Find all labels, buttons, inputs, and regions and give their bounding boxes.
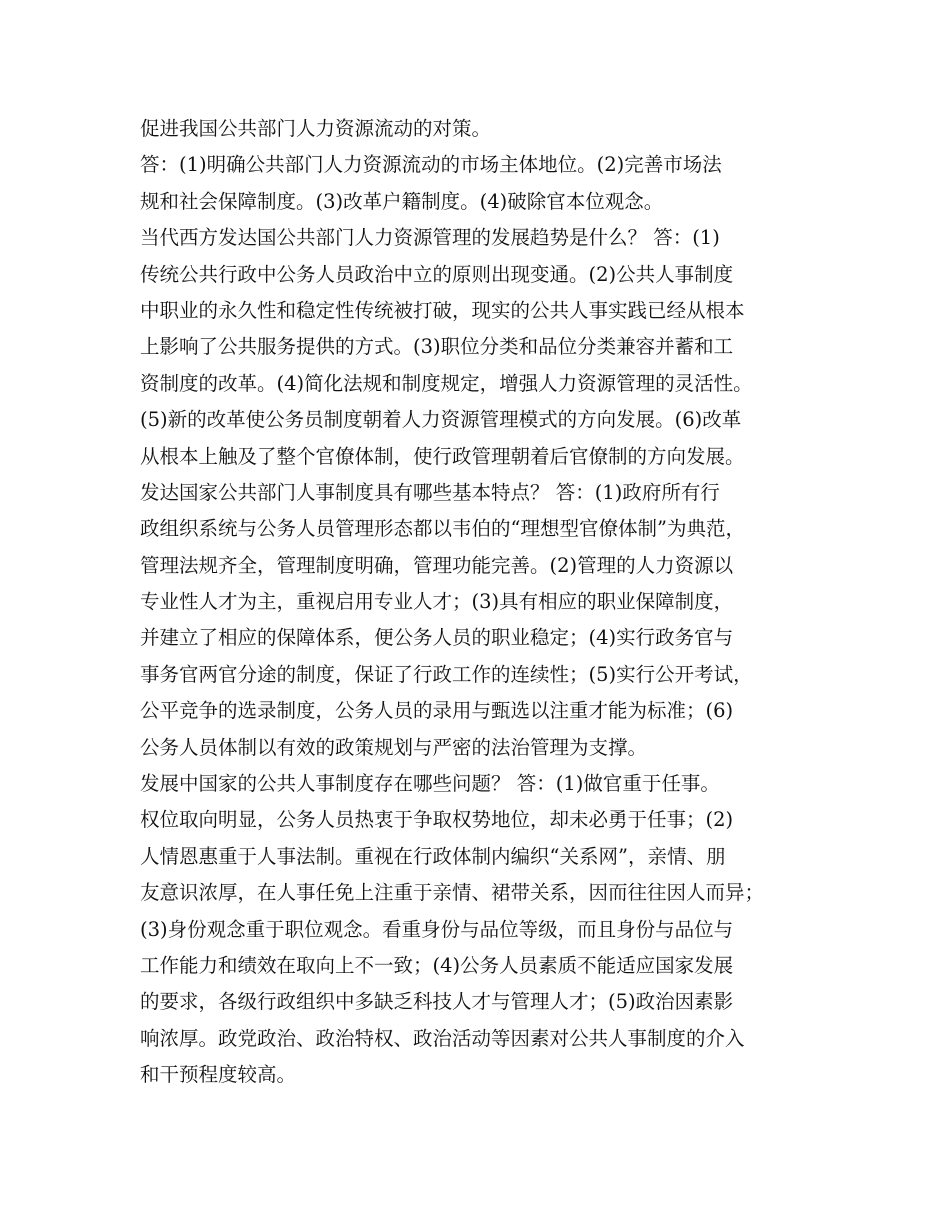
text-line: 的要求，各级行政组织中多缺乏科技人才与管理人才；(5)政治因素影 [140,990,734,1014]
document-body [140,111,820,1094]
text-line: 促进我国公共部门人力资源流动的对策。 [140,117,492,140]
text-line: 管理法规齐全，管理制度明确，管理功能完善。(2)管理的人力资源以 [140,553,734,577]
text-line: 事务官两官分途的制度，保证了行政工作的连续性；(5)实行公开考试， [140,662,753,686]
text-line: 资制度的改革。(4)简化法规和制度规定，增强人力资源管理的灵活性。 [140,371,753,395]
text-line: 权位取向明显，公务人员热衷于争取权势地位，却未必勇于任事；(2) [140,808,734,832]
text-line: 规和社会保障制度。(3)改革户籍制度。(4)破除官本位观念。 [140,189,664,213]
text-line: (3)身份观念重于职位观念。看重身份与品位等级，而且身份与品位与 [140,917,734,941]
text-line: 当代西方发达国公共部门人力资源管理的发展趋势是什么？ 答：(1) [140,226,720,250]
text-line: 公务人员体制以有效的政策规划与严密的法治管理为支撑。 [140,735,648,759]
text-line: 上影响了公共服务提供的方式。(3)职位分类和品位分类兼容并蓄和工 [140,335,734,359]
text-line: 发展中国家的公共人事制度存在哪些问题？ 答：(1)做官重于任事。 [140,772,720,796]
text-line: (5)新的改革使公务员制度朝着人力资源管理模式的方向发展。(6)改革 [140,408,742,432]
text-line: 人情恩惠重于人事法制。重视在行政体制内编织“关系网”，亲情、朋 [140,844,726,868]
text-line: 并建立了相应的保障体系，便公务人员的职业稳定；(4)实行政务官与 [140,626,734,650]
text-line: 和干预程度较高。 [140,1063,297,1087]
text-line: 专业性人才为主，重视启用专业人才；(3)具有相应的职业保障制度， [140,590,734,614]
text-line: 中职业的永久性和稳定性传统被打破，现实的公共人事实践已经从根本 [140,298,745,322]
text-line: 友意识浓厚，在人事任免上注重于亲情、裙带关系，因而往往因人而异； [140,881,765,905]
text-line: 传统公共行政中公务人员政治中立的原则出现变通。(2)公共人事制度 [140,262,734,286]
text-line: 从根本上触及了整个官僚体制，使行政管理朝着后官僚制的方向发展。 [140,444,745,468]
text-line: 答：(1)明确公共部门人力资源流动的市场主体地位。(2)完善市场法 [140,153,722,177]
text-line: 响浓厚。政党政治、政治特权、政治活动等因素对公共人事制度的介入 [140,1026,745,1050]
text-line: 工作能力和绩效在取向上不一致；(4)公务人员素质不能适应国家发展 [140,953,734,977]
text-line: 政组织系统与公务人员管理形态都以韦伯的“理想型官僚体制”为典范， [140,517,745,541]
text-line: 公平竞争的选录制度，公务人员的录用与甄选以注重才能为标准；(6) [140,699,734,723]
text-line: 发达国家公共部门人事制度具有哪些基本特点？ 答：(1)政府所有行 [140,480,720,504]
